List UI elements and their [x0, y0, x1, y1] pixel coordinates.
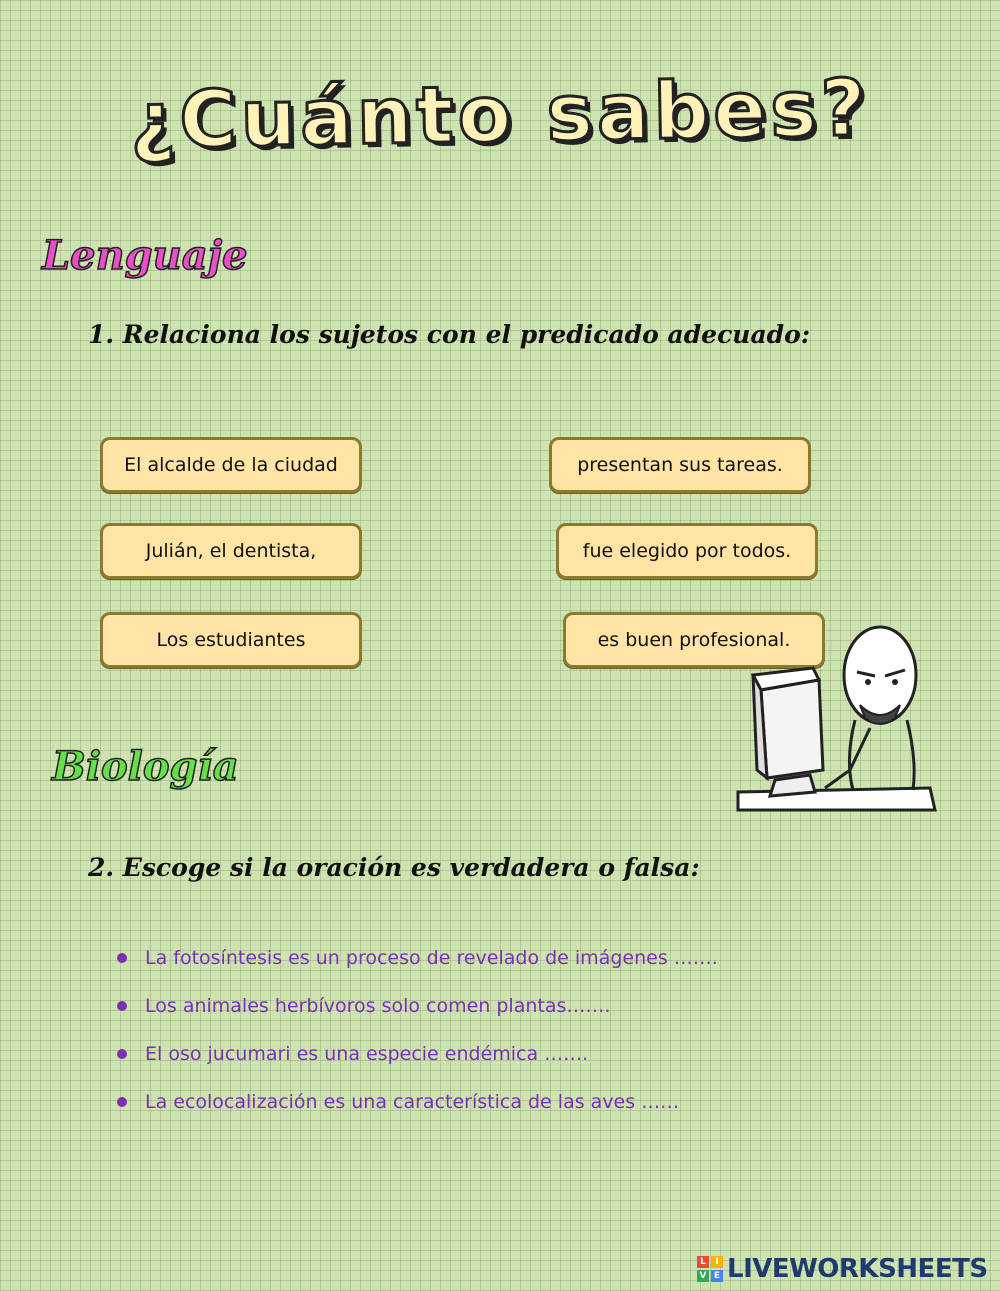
- statement-item-2[interactable]: [115, 988, 718, 1036]
- liveworksheets-footer: [697, 1254, 988, 1284]
- liveworksheets-logo-icon: [697, 1256, 723, 1282]
- statement-item-1[interactable]: [115, 940, 718, 988]
- logo-letter: V: [697, 1270, 709, 1282]
- statement-item-4[interactable]: [115, 1084, 718, 1132]
- logo-letter: L: [697, 1256, 709, 1268]
- subject-card-3[interactable]: Los estudiantes: [100, 612, 362, 668]
- logo-letter: I: [711, 1256, 723, 1268]
- logo-letter: E: [711, 1270, 723, 1282]
- question-1: 1. Relaciona los sujetos con el predicado adecuado:: [88, 320, 811, 349]
- subject-card-2[interactable]: Julián, el dentista,: [100, 523, 362, 579]
- page-title: ¿Cuánto sabes?: [129, 63, 871, 167]
- brand-name: LIVEWORKSHEETS: [727, 1254, 988, 1284]
- bullet-icon: [117, 1097, 127, 1107]
- subject-card-1[interactable]: El alcalde de la ciudad: [100, 437, 362, 493]
- statement-text: Los animales herbívoros solo comen plantas…….: [145, 995, 611, 1017]
- statement-item-3[interactable]: [115, 1036, 718, 1084]
- thinking-computer-guy-illustration: [735, 620, 940, 815]
- bullet-icon: [117, 953, 127, 963]
- statement-text: La ecolocalización es una característica de las aves ……: [145, 1091, 680, 1113]
- statement-text: El oso jucumari es una especie endémica …….: [145, 1043, 589, 1065]
- predicate-card-2[interactable]: fue elegido por todos.: [556, 523, 818, 579]
- predicate-card-1[interactable]: presentan sus tareas.: [549, 437, 811, 493]
- statement-list: [115, 940, 718, 1132]
- predicate-card-3[interactable]: es buen profesional.: [563, 612, 825, 668]
- lenguaje-heading: Lenguaje: [42, 232, 248, 279]
- biologia-heading: Biología: [52, 743, 239, 790]
- statement-text: La fotosíntesis es un proceso de revelado de imágenes …….: [145, 947, 718, 969]
- question-2: 2. Escoge si la oración es verdadera o falsa:: [88, 853, 700, 882]
- bullet-icon: [117, 1001, 127, 1011]
- bullet-icon: [117, 1049, 127, 1059]
